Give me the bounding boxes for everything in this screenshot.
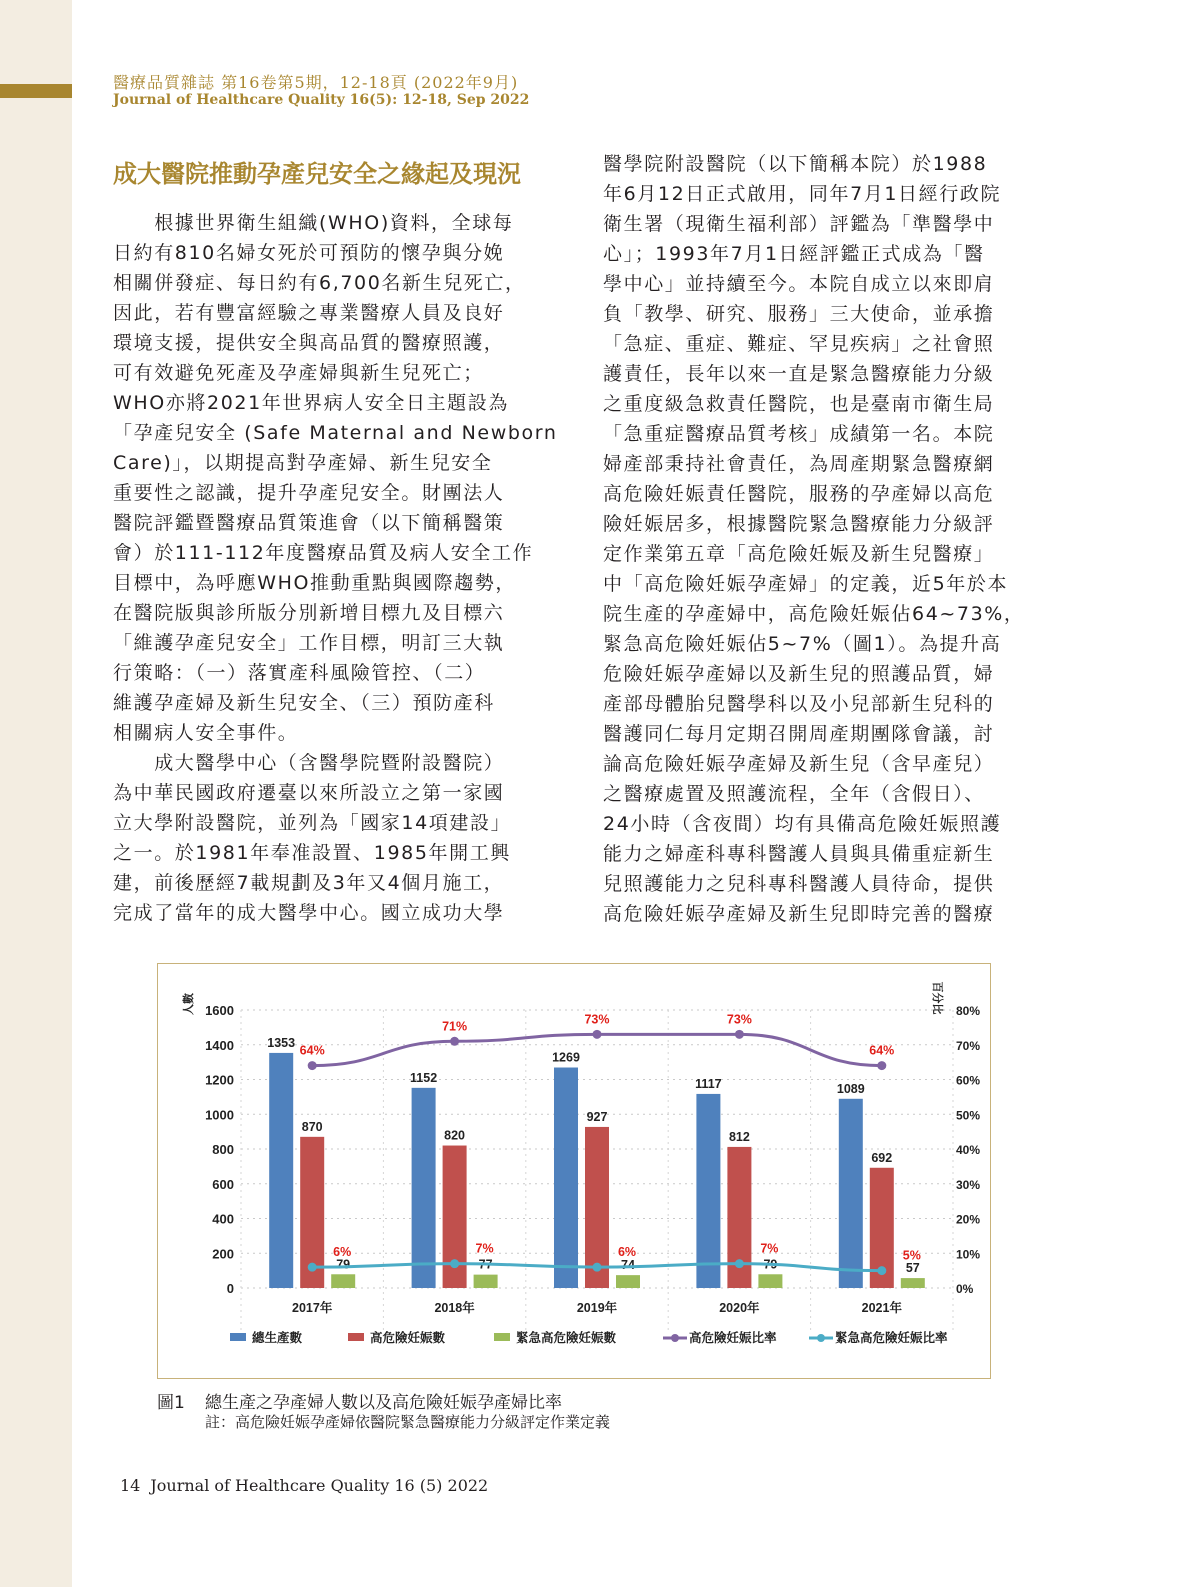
y-axis-tick-label: 1600	[205, 1003, 234, 1018]
bar-data-label: 57	[905, 1261, 920, 1276]
right-column-line: 婦產部秉持社會責任，為周產期緊急醫療網	[603, 453, 995, 475]
bar-data-label: 79	[336, 1257, 351, 1272]
left-column-line: 成大醫學中心（含醫學院暨附設醫院）	[113, 752, 505, 774]
left-column-line: 之一。於1981年奉准設置、1985年開工興	[113, 842, 511, 864]
line-point-緊急高危險妊娠比率	[593, 1263, 602, 1272]
bar-data-label: 74	[621, 1258, 635, 1273]
line-point-緊急高危險妊娠比率	[450, 1259, 459, 1268]
footer-journal-title: Journal of Healthcare Quality 16 (5) 2022	[150, 1476, 489, 1495]
right-column-line: 心」；1993年7月1日經評鑑正式成為「醫	[603, 243, 985, 265]
bar-data-label: 79	[763, 1257, 778, 1272]
right-column-line: 「急症、重症、難症、罕見疾病」之社會照	[603, 333, 995, 355]
y2-axis-tick-label: 30%	[956, 1177, 981, 1192]
bar-緊急高危險妊娠數	[616, 1275, 640, 1288]
bar-data-label: 77	[478, 1257, 493, 1272]
left-column-line: 目標中，為呼應WHO推動重點與國際趨勢，	[113, 572, 517, 594]
y-axis-tick-label: 200	[212, 1246, 234, 1262]
left-column-line: 維護孕產婦及新生兒安全、（三）預防產科	[113, 692, 495, 714]
left-column-line: 「維護孕產兒安全」工作目標，明訂三大執	[113, 632, 505, 654]
line-point-高危險妊娠比率	[308, 1061, 317, 1070]
left-column-line: 重要性之認識，提升孕產兒安全。財團法人	[113, 482, 505, 504]
figure-1-chart	[158, 964, 990, 1378]
journal-header-english: Journal of Healthcare Quality 16(5): 12-18, Sep 2022	[113, 92, 530, 108]
legend-marker	[671, 1334, 679, 1342]
left-column-line: WHO亦將2021年世界病人安全日主題設為	[113, 392, 509, 414]
left-column-line: 可有效避免死產及孕產婦與新生兒死亡；	[113, 362, 484, 384]
line-point-高危險妊娠比率	[450, 1037, 459, 1046]
right-column-line: 危險妊娠孕產婦以及新生兒的照護品質，婦	[603, 663, 995, 685]
line-point-緊急高危險妊娠比率	[308, 1263, 317, 1272]
right-column-line: 產部母體胎兒醫學科以及小兒部新生兒科的	[603, 693, 995, 715]
y-axis-tick-label: 1200	[205, 1072, 234, 1088]
x-axis-category-label: 2020年	[719, 1301, 760, 1315]
bar-data-label: 812	[728, 1129, 750, 1144]
left-column-line: 建，前後歷經7載規劃及3年又4個月施工，	[113, 872, 505, 894]
right-column-line: 險妊娠居多，根據醫院緊急醫療能力分級評	[603, 513, 995, 535]
left-column-line: 因此，若有豐富經驗之專業醫療人員及良好	[113, 302, 505, 324]
right-column-line: 高危險妊娠孕產婦及新生兒即時完善的醫療	[603, 903, 995, 925]
right-column-line: 衛生署（現衛生福利部）評鑑為「準醫學中	[603, 213, 995, 235]
bar-總生產數	[696, 1094, 720, 1288]
y-axis-tick-label: 600	[212, 1176, 234, 1192]
bar-總生產數	[269, 1053, 293, 1288]
legend-label: 高危險妊娠比率	[689, 1331, 777, 1345]
left-column-line: 「孕產兒安全 (Safe Maternal and Newborn	[113, 422, 558, 444]
legend-swatch	[494, 1333, 510, 1341]
right-text-column	[603, 149, 1043, 929]
y2-axis-tick-label: 10%	[956, 1247, 981, 1262]
left-column-line: 日約有810名婦女死於可預防的懷孕與分娩	[113, 242, 505, 264]
right-column-line: 護責任，長年以來一直是緊急醫療能力分級	[603, 363, 995, 385]
x-axis-category-label: 2021年	[861, 1301, 902, 1315]
left-column-line: 行策略：（一）落實產科風險管控、（二）	[113, 662, 486, 684]
y2-axis-title: 百分比	[931, 981, 943, 1015]
y2-axis-tick-label: 70%	[956, 1038, 981, 1053]
line-data-label: 7%	[760, 1241, 779, 1256]
line-data-label: 5%	[902, 1248, 921, 1263]
header-accent-bar	[0, 84, 72, 98]
legend-label: 總生產數	[252, 1331, 303, 1345]
left-column-line: 環境支援，提供安全與高品質的醫療照護，	[113, 332, 505, 354]
bar-data-label: 820	[444, 1128, 466, 1143]
line-data-label: 73%	[726, 1012, 752, 1027]
right-column-line: 「急重症醫療品質考核」成績第一名。本院	[603, 423, 995, 445]
legend-marker	[817, 1334, 825, 1342]
line-point-緊急高危險妊娠比率	[735, 1259, 744, 1268]
line-data-label: 64%	[869, 1043, 895, 1058]
y-axis-title: 人數	[183, 993, 195, 1015]
right-column-line: 能力之婦產科專科醫護人員與具備重症新生	[603, 843, 995, 865]
y-axis-tick-label: 1400	[205, 1037, 234, 1053]
figure-caption	[157, 1388, 562, 1413]
right-column-line: 論高危險妊娠孕產婦及新生兒（含早產兒）	[603, 753, 995, 775]
legend-label: 緊急高危險妊娠比率	[835, 1331, 948, 1345]
x-axis-category-label: 2018年	[434, 1301, 475, 1315]
right-column-line: 緊急高危險妊娠佔5~7%（圖1）。為提升高	[603, 633, 1002, 655]
y2-axis-tick-label: 20%	[956, 1212, 981, 1227]
y-axis-tick-label: 400	[212, 1211, 234, 1227]
bar-data-label: 927	[586, 1109, 608, 1124]
x-axis-category-label: 2019年	[576, 1301, 618, 1315]
right-column-line: 24小時（含夜間）均有具備高危險妊娠照護	[603, 813, 1002, 835]
y2-axis-tick-label: 50%	[956, 1108, 981, 1123]
figure-caption-text: 總生產之孕產婦人數以及高危險妊娠孕產婦比率	[205, 1393, 562, 1413]
right-column-line: 醫學院附設醫院（以下簡稱本院）於1988	[603, 153, 988, 175]
y-axis-tick-label: 0	[226, 1281, 234, 1296]
left-column-line: 會）於111-112年度醫療品質及病人安全工作	[113, 542, 534, 564]
legend-label: 高危險妊娠數	[370, 1331, 446, 1345]
left-column-line: 相關病人安全事件。	[113, 722, 299, 744]
bar-data-label: 1117	[695, 1076, 722, 1091]
bar-總生產數	[839, 1099, 863, 1288]
y-axis-tick-label: 1000	[205, 1107, 234, 1123]
figure-1-frame	[157, 963, 991, 1379]
left-column-line: Care)」，以期提高對孕產婦、新生兒安全	[113, 452, 493, 474]
right-column-line: 學中心」並持續至今。本院自成立以來即肩	[603, 273, 995, 295]
line-point-高危險妊娠比率	[877, 1061, 886, 1070]
bar-緊急高危險妊娠數	[758, 1274, 782, 1288]
right-column-line: 之醫療處置及照護流程，全年（含假日）、	[603, 783, 985, 805]
legend-swatch	[348, 1333, 364, 1341]
page-side-band	[0, 0, 72, 1587]
right-column-line: 之重度級急救責任醫院，也是臺南市衛生局	[603, 393, 995, 415]
bar-data-label: 1152	[410, 1070, 438, 1085]
figure-note: 註：高危險妊娠孕產婦依醫院緊急醫療能力分級評定作業定義	[205, 1413, 611, 1431]
bar-總生產數	[554, 1068, 578, 1288]
line-data-label: 73%	[584, 1012, 610, 1027]
bar-緊急高危險妊娠數	[331, 1274, 355, 1288]
bar-data-label: 1353	[267, 1035, 296, 1050]
x-axis-category-label: 2017年	[292, 1301, 333, 1315]
line-point-高危險妊娠比率	[735, 1030, 744, 1039]
left-text-column	[113, 208, 558, 928]
right-column-line: 負「教學、研究、服務」三大使命，並承擔	[603, 303, 995, 325]
bar-總生產數	[412, 1088, 436, 1288]
line-高危險妊娠比率	[312, 1034, 882, 1065]
page-footer	[120, 1476, 488, 1495]
bar-data-label: 692	[871, 1150, 893, 1165]
left-column-line: 立大學附設醫院，並列為「國家14項建設」	[113, 812, 512, 834]
right-column-line: 年6月12日正式啟用，同年7月1日經行政院	[603, 183, 1002, 205]
bar-緊急高危險妊娠數	[474, 1275, 498, 1288]
bar-data-label: 1269	[552, 1050, 580, 1065]
left-column-line: 醫院評鑑暨醫療品質策進會（以下簡稱醫策	[113, 512, 505, 534]
y-axis-tick-label: 800	[212, 1142, 234, 1157]
left-column-line: 為中華民國政府遷臺以來所設立之第一家國	[113, 782, 505, 804]
legend-swatch	[230, 1333, 246, 1341]
page-number: 14	[120, 1476, 141, 1495]
bar-data-label: 1089	[836, 1081, 865, 1096]
y2-axis-tick-label: 40%	[956, 1143, 981, 1157]
right-column-line: 中「高危險妊娠孕產婦」的定義，近5年於本	[603, 573, 1009, 595]
section-title: 成大醫院推動孕產兒安全之緣起及現況	[113, 160, 521, 188]
left-column-line: 在醫院版與診所版分別新增目標九及目標六	[113, 602, 505, 624]
line-point-高危險妊娠比率	[593, 1030, 602, 1039]
line-data-label: 64%	[299, 1043, 325, 1058]
bar-data-label: 870	[301, 1119, 323, 1134]
left-column-line: 相關併發症、每日約有6,700名新生兒死亡，	[113, 272, 526, 294]
right-column-line: 醫護同仁每月定期召開周產期團隊會議，討	[603, 723, 995, 745]
line-data-label: 7%	[475, 1241, 494, 1256]
right-column-line: 定作業第五章「高危險妊娠及新生兒醫療」	[603, 543, 995, 565]
journal-header-chinese: 醫療品質雜誌 第16卷第5期，12-18頁 (2022年9月)	[113, 73, 519, 92]
bar-緊急高危險妊娠數	[901, 1278, 925, 1288]
figure-number: 圖1	[157, 1393, 185, 1413]
y2-axis-tick-label: 60%	[956, 1073, 981, 1088]
legend-label: 緊急高危險妊娠數	[516, 1331, 617, 1345]
right-column-line: 兒照護能力之兒科專科醫護人員待命，提供	[603, 873, 995, 895]
line-data-label: 6%	[617, 1245, 637, 1260]
line-data-label: 71%	[442, 1019, 468, 1034]
y2-axis-tick-label: 0%	[956, 1282, 974, 1296]
right-column-line: 高危險妊娠責任醫院，服務的孕產婦以高危	[603, 483, 995, 505]
y2-axis-tick-label: 80%	[956, 1004, 981, 1018]
line-point-緊急高危險妊娠比率	[877, 1266, 886, 1275]
line-data-label: 6%	[333, 1245, 352, 1260]
left-column-line: 根據世界衛生組織(WHO)資料，全球每	[113, 212, 514, 234]
right-column-line: 院生產的孕產婦中，高危險妊娠佔64~73%，	[603, 603, 1025, 625]
left-column-line: 完成了當年的成大醫學中心。國立成功大學	[113, 902, 505, 924]
